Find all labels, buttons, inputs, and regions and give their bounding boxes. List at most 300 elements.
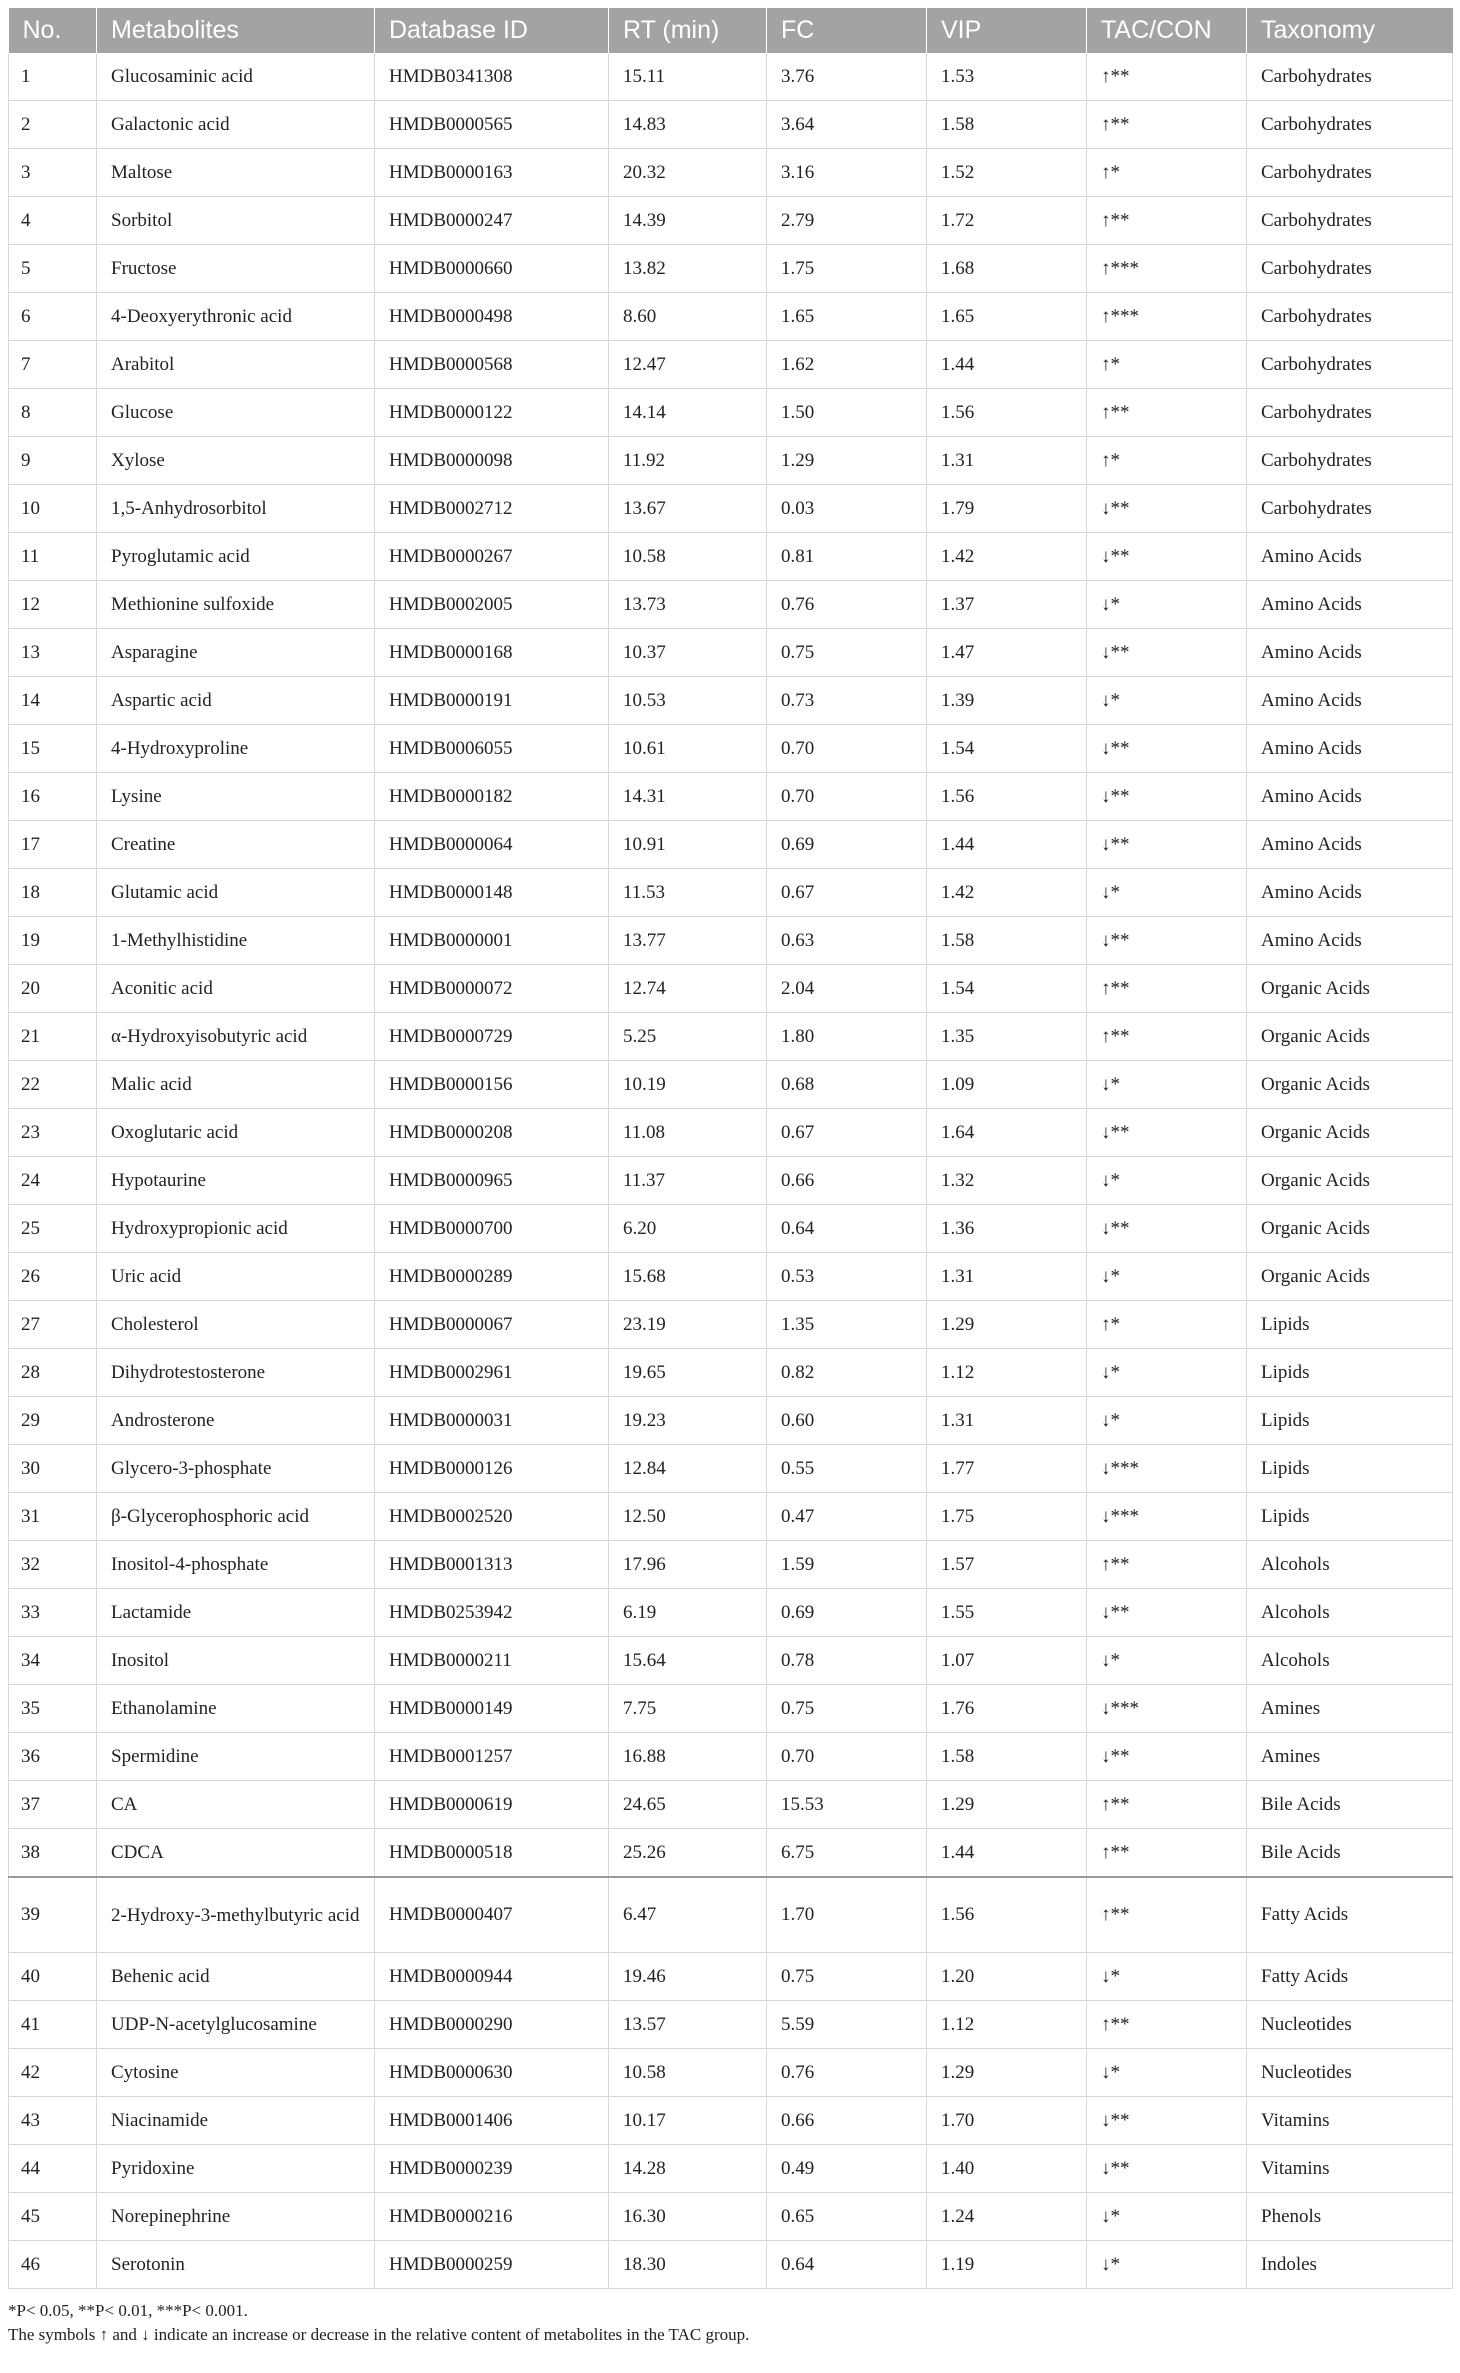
cell-no: 39: [9, 1877, 97, 1953]
table-row: [9, 1157, 1453, 1205]
cell-taxonomy: Amino Acids: [1247, 533, 1453, 581]
cell-taxonomy: Bile Acids: [1247, 1829, 1453, 1878]
cell-rt: 10.19: [609, 1061, 767, 1109]
cell-tac-con: ↓**: [1087, 917, 1247, 965]
cell-metabolite: 4-Hydroxyproline: [97, 725, 375, 773]
cell-tac-con: ↑*: [1087, 149, 1247, 197]
cell-tac-con: ↓*: [1087, 2049, 1247, 2097]
cell-vip: 1.65: [927, 293, 1087, 341]
table-row: [9, 2001, 1453, 2049]
cell-vip: 1.09: [927, 1061, 1087, 1109]
cell-no: 14: [9, 677, 97, 725]
table-row: [9, 2049, 1453, 2097]
cell-vip: 1.75: [927, 1493, 1087, 1541]
cell-metabolite: Behenic acid: [97, 1953, 375, 2001]
cell-database-id: HMDB0000498: [375, 293, 609, 341]
cell-fc: 0.78: [767, 1637, 927, 1685]
cell-taxonomy: Amino Acids: [1247, 917, 1453, 965]
cell-fc: 0.67: [767, 869, 927, 917]
cell-database-id: HMDB0001313: [375, 1541, 609, 1589]
cell-tac-con: ↓***: [1087, 1685, 1247, 1733]
cell-tac-con: ↓*: [1087, 1253, 1247, 1301]
cell-rt: 11.37: [609, 1157, 767, 1205]
cell-no: 21: [9, 1013, 97, 1061]
cell-no: 43: [9, 2097, 97, 2145]
table-row: [9, 869, 1453, 917]
cell-rt: 10.58: [609, 2049, 767, 2097]
cell-metabolite: Glucose: [97, 389, 375, 437]
cell-metabolite: Glutamic acid: [97, 869, 375, 917]
cell-database-id: HMDB0000944: [375, 1953, 609, 2001]
table-row: [9, 1829, 1453, 1878]
cell-metabolite: Fructose: [97, 245, 375, 293]
cell-vip: 1.55: [927, 1589, 1087, 1637]
table-container: [8, 8, 1452, 2347]
table-row: [9, 1397, 1453, 1445]
cell-database-id: HMDB0000660: [375, 245, 609, 293]
cell-database-id: HMDB0000064: [375, 821, 609, 869]
cell-tac-con: ↑**: [1087, 101, 1247, 149]
cell-fc: 0.75: [767, 629, 927, 677]
cell-metabolite: Uric acid: [97, 1253, 375, 1301]
cell-metabolite: 1,5-Anhydrosorbitol: [97, 485, 375, 533]
cell-fc: 0.65: [767, 2193, 927, 2241]
cell-no: 20: [9, 965, 97, 1013]
cell-database-id: HMDB0001257: [375, 1733, 609, 1781]
cell-fc: 0.64: [767, 2241, 927, 2289]
cell-tac-con: ↓***: [1087, 1493, 1247, 1541]
cell-no: 8: [9, 389, 97, 437]
cell-no: 16: [9, 773, 97, 821]
cell-metabolite: Oxoglutaric acid: [97, 1109, 375, 1157]
cell-rt: 14.39: [609, 197, 767, 245]
cell-vip: 1.42: [927, 869, 1087, 917]
cell-tac-con: ↑**: [1087, 2001, 1247, 2049]
cell-tac-con: ↓**: [1087, 2145, 1247, 2193]
cell-no: 40: [9, 1953, 97, 2001]
cell-no: 28: [9, 1349, 97, 1397]
table-row: [9, 197, 1453, 245]
cell-no: 31: [9, 1493, 97, 1541]
cell-tac-con: ↓*: [1087, 1953, 1247, 2001]
cell-rt: 6.19: [609, 1589, 767, 1637]
header-tac-con: TAC/CON: [1087, 8, 1247, 53]
cell-tac-con: ↓*: [1087, 677, 1247, 725]
cell-taxonomy: Lipids: [1247, 1493, 1453, 1541]
cell-fc: 2.79: [767, 197, 927, 245]
cell-vip: 1.52: [927, 149, 1087, 197]
cell-metabolite: Aspartic acid: [97, 677, 375, 725]
cell-rt: 7.75: [609, 1685, 767, 1733]
cell-no: 18: [9, 869, 97, 917]
cell-rt: 19.46: [609, 1953, 767, 2001]
cell-vip: 1.70: [927, 2097, 1087, 2145]
cell-metabolite: Galactonic acid: [97, 101, 375, 149]
cell-taxonomy: Amines: [1247, 1685, 1453, 1733]
cell-vip: 1.56: [927, 773, 1087, 821]
cell-vip: 1.40: [927, 2145, 1087, 2193]
cell-rt: 15.11: [609, 53, 767, 101]
cell-tac-con: ↓*: [1087, 1061, 1247, 1109]
cell-fc: 0.69: [767, 821, 927, 869]
cell-database-id: HMDB0000149: [375, 1685, 609, 1733]
cell-taxonomy: Amines: [1247, 1733, 1453, 1781]
table-footnotes: [8, 2299, 1452, 2347]
table-row: [9, 293, 1453, 341]
cell-metabolite: Pyridoxine: [97, 2145, 375, 2193]
cell-database-id: HMDB0000072: [375, 965, 609, 1013]
cell-fc: 1.62: [767, 341, 927, 389]
cell-taxonomy: Carbohydrates: [1247, 437, 1453, 485]
table-row: [9, 1877, 1453, 1953]
cell-fc: 0.70: [767, 773, 927, 821]
cell-no: 9: [9, 437, 97, 485]
cell-fc: 0.55: [767, 1445, 927, 1493]
cell-database-id: HMDB0341308: [375, 53, 609, 101]
cell-taxonomy: Lipids: [1247, 1445, 1453, 1493]
cell-taxonomy: Organic Acids: [1247, 1157, 1453, 1205]
cell-rt: 11.08: [609, 1109, 767, 1157]
cell-rt: 16.30: [609, 2193, 767, 2241]
cell-vip: 1.31: [927, 437, 1087, 485]
cell-no: 36: [9, 1733, 97, 1781]
cell-database-id: HMDB0000191: [375, 677, 609, 725]
table-row: [9, 1781, 1453, 1829]
cell-rt: 19.23: [609, 1397, 767, 1445]
cell-taxonomy: Nucleotides: [1247, 2049, 1453, 2097]
cell-metabolite: α-Hydroxyisobutyric acid: [97, 1013, 375, 1061]
cell-fc: 1.29: [767, 437, 927, 485]
cell-database-id: HMDB0253942: [375, 1589, 609, 1637]
cell-vip: 1.54: [927, 725, 1087, 773]
cell-metabolite: Pyroglutamic acid: [97, 533, 375, 581]
cell-metabolite: Aconitic acid: [97, 965, 375, 1013]
table-row: [9, 917, 1453, 965]
cell-database-id: HMDB0000247: [375, 197, 609, 245]
cell-vip: 1.37: [927, 581, 1087, 629]
cell-no: 13: [9, 629, 97, 677]
cell-fc: 6.75: [767, 1829, 927, 1878]
cell-taxonomy: Organic Acids: [1247, 965, 1453, 1013]
cell-tac-con: ↑*: [1087, 341, 1247, 389]
cell-taxonomy: Carbohydrates: [1247, 245, 1453, 293]
cell-tac-con: ↓*: [1087, 1157, 1247, 1205]
cell-taxonomy: Organic Acids: [1247, 1109, 1453, 1157]
cell-no: 30: [9, 1445, 97, 1493]
header-taxonomy: Taxonomy: [1247, 8, 1453, 53]
cell-rt: 5.25: [609, 1013, 767, 1061]
cell-taxonomy: Organic Acids: [1247, 1253, 1453, 1301]
cell-rt: 10.17: [609, 2097, 767, 2145]
cell-fc: 0.64: [767, 1205, 927, 1253]
cell-taxonomy: Carbohydrates: [1247, 341, 1453, 389]
cell-rt: 18.30: [609, 2241, 767, 2289]
cell-no: 45: [9, 2193, 97, 2241]
cell-metabolite: Lysine: [97, 773, 375, 821]
cell-rt: 17.96: [609, 1541, 767, 1589]
cell-fc: 0.81: [767, 533, 927, 581]
cell-no: 10: [9, 485, 97, 533]
header-rt: RT (min): [609, 8, 767, 53]
cell-vip: 1.79: [927, 485, 1087, 533]
cell-tac-con: ↑***: [1087, 293, 1247, 341]
cell-no: 11: [9, 533, 97, 581]
cell-vip: 1.77: [927, 1445, 1087, 1493]
cell-rt: 14.31: [609, 773, 767, 821]
cell-metabolite: Hydroxypropionic acid: [97, 1205, 375, 1253]
cell-metabolite: Ethanolamine: [97, 1685, 375, 1733]
cell-database-id: HMDB0000239: [375, 2145, 609, 2193]
table-row: [9, 629, 1453, 677]
table-row: [9, 2145, 1453, 2193]
cell-tac-con: ↓*: [1087, 1397, 1247, 1445]
cell-vip: 1.44: [927, 341, 1087, 389]
cell-fc: 1.70: [767, 1877, 927, 1953]
cell-database-id: HMDB0000182: [375, 773, 609, 821]
cell-taxonomy: Carbohydrates: [1247, 485, 1453, 533]
table-row: [9, 1253, 1453, 1301]
cell-taxonomy: Fatty Acids: [1247, 1953, 1453, 2001]
cell-fc: 0.47: [767, 1493, 927, 1541]
cell-tac-con: ↓**: [1087, 533, 1247, 581]
cell-no: 46: [9, 2241, 97, 2289]
cell-metabolite: Sorbitol: [97, 197, 375, 245]
cell-taxonomy: Alcohols: [1247, 1637, 1453, 1685]
cell-vip: 1.42: [927, 533, 1087, 581]
cell-fc: 0.53: [767, 1253, 927, 1301]
cell-taxonomy: Amino Acids: [1247, 869, 1453, 917]
cell-metabolite: Dihydrotestosterone: [97, 1349, 375, 1397]
cell-tac-con: ↓**: [1087, 725, 1247, 773]
cell-metabolite: Glycero-3-phosphate: [97, 1445, 375, 1493]
cell-vip: 1.07: [927, 1637, 1087, 1685]
cell-rt: 10.91: [609, 821, 767, 869]
cell-database-id: HMDB0000168: [375, 629, 609, 677]
cell-fc: 0.03: [767, 485, 927, 533]
cell-database-id: HMDB0000965: [375, 1157, 609, 1205]
cell-rt: 19.65: [609, 1349, 767, 1397]
cell-rt: 15.68: [609, 1253, 767, 1301]
cell-taxonomy: Lipids: [1247, 1301, 1453, 1349]
cell-metabolite: 4-Deoxyerythronic acid: [97, 293, 375, 341]
cell-tac-con: ↓**: [1087, 1205, 1247, 1253]
cell-no: 19: [9, 917, 97, 965]
cell-no: 4: [9, 197, 97, 245]
cell-tac-con: ↓*: [1087, 1349, 1247, 1397]
cell-rt: 6.20: [609, 1205, 767, 1253]
cell-no: 7: [9, 341, 97, 389]
cell-vip: 1.56: [927, 389, 1087, 437]
cell-fc: 0.66: [767, 2097, 927, 2145]
cell-vip: 1.72: [927, 197, 1087, 245]
cell-database-id: HMDB0000001: [375, 917, 609, 965]
table-row: [9, 1953, 1453, 2001]
cell-metabolite: Inositol: [97, 1637, 375, 1685]
cell-tac-con: ↓**: [1087, 821, 1247, 869]
table-row: [9, 2097, 1453, 2145]
cell-taxonomy: Carbohydrates: [1247, 293, 1453, 341]
cell-rt: 12.74: [609, 965, 767, 1013]
cell-vip: 1.44: [927, 821, 1087, 869]
cell-database-id: HMDB0000619: [375, 1781, 609, 1829]
cell-tac-con: ↑**: [1087, 1877, 1247, 1953]
cell-no: 34: [9, 1637, 97, 1685]
cell-metabolite: Glucosaminic acid: [97, 53, 375, 101]
table-row: [9, 1445, 1453, 1493]
cell-vip: 1.76: [927, 1685, 1087, 1733]
cell-metabolite: Hypotaurine: [97, 1157, 375, 1205]
cell-database-id: HMDB0000156: [375, 1061, 609, 1109]
cell-database-id: HMDB0006055: [375, 725, 609, 773]
cell-vip: 1.35: [927, 1013, 1087, 1061]
cell-rt: 16.88: [609, 1733, 767, 1781]
cell-taxonomy: Lipids: [1247, 1349, 1453, 1397]
cell-fc: 0.66: [767, 1157, 927, 1205]
cell-metabolite: Spermidine: [97, 1733, 375, 1781]
cell-tac-con: ↓**: [1087, 1733, 1247, 1781]
cell-tac-con: ↑**: [1087, 1781, 1247, 1829]
cell-rt: 12.84: [609, 1445, 767, 1493]
cell-database-id: HMDB0002961: [375, 1349, 609, 1397]
table-row: [9, 2241, 1453, 2289]
cell-fc: 1.80: [767, 1013, 927, 1061]
cell-tac-con: ↑**: [1087, 1013, 1247, 1061]
cell-vip: 1.58: [927, 917, 1087, 965]
cell-rt: 11.53: [609, 869, 767, 917]
cell-fc: 1.50: [767, 389, 927, 437]
cell-no: 23: [9, 1109, 97, 1157]
cell-taxonomy: Organic Acids: [1247, 1013, 1453, 1061]
cell-vip: 1.56: [927, 1877, 1087, 1953]
cell-no: 6: [9, 293, 97, 341]
cell-no: 12: [9, 581, 97, 629]
cell-vip: 1.20: [927, 1953, 1087, 2001]
table-row: [9, 533, 1453, 581]
cell-no: 32: [9, 1541, 97, 1589]
cell-database-id: HMDB0000289: [375, 1253, 609, 1301]
cell-vip: 1.24: [927, 2193, 1087, 2241]
cell-no: 27: [9, 1301, 97, 1349]
cell-fc: 0.60: [767, 1397, 927, 1445]
cell-fc: 1.65: [767, 293, 927, 341]
cell-rt: 12.47: [609, 341, 767, 389]
cell-fc: 1.75: [767, 245, 927, 293]
table-row: [9, 1541, 1453, 1589]
cell-tac-con: ↓**: [1087, 1589, 1247, 1637]
cell-tac-con: ↓*: [1087, 581, 1247, 629]
cell-database-id: HMDB0000148: [375, 869, 609, 917]
table-row: [9, 1109, 1453, 1157]
table-row: [9, 245, 1453, 293]
cell-taxonomy: Carbohydrates: [1247, 149, 1453, 197]
cell-rt: 25.26: [609, 1829, 767, 1878]
cell-taxonomy: Amino Acids: [1247, 581, 1453, 629]
cell-metabolite: CDCA: [97, 1829, 375, 1878]
cell-rt: 23.19: [609, 1301, 767, 1349]
cell-metabolite: Androsterone: [97, 1397, 375, 1445]
cell-rt: 13.57: [609, 2001, 767, 2049]
cell-tac-con: ↓**: [1087, 2097, 1247, 2145]
cell-fc: 0.63: [767, 917, 927, 965]
cell-rt: 8.60: [609, 293, 767, 341]
cell-metabolite: Serotonin: [97, 2241, 375, 2289]
cell-fc: 3.76: [767, 53, 927, 101]
cell-database-id: HMDB0000630: [375, 2049, 609, 2097]
header-database-id: Database ID: [375, 8, 609, 53]
header-metabolites: Metabolites: [97, 8, 375, 53]
table-body: [9, 53, 1453, 2289]
cell-no: 3: [9, 149, 97, 197]
cell-database-id: HMDB0000067: [375, 1301, 609, 1349]
cell-database-id: HMDB0000565: [375, 101, 609, 149]
table-row: [9, 1301, 1453, 1349]
table-row: [9, 2193, 1453, 2241]
table-row: [9, 677, 1453, 725]
cell-database-id: HMDB0000290: [375, 2001, 609, 2049]
cell-database-id: HMDB0000126: [375, 1445, 609, 1493]
table-row: [9, 101, 1453, 149]
cell-database-id: HMDB0000208: [375, 1109, 609, 1157]
cell-rt: 11.92: [609, 437, 767, 485]
table-row: [9, 1061, 1453, 1109]
cell-vip: 1.54: [927, 965, 1087, 1013]
cell-fc: 0.49: [767, 2145, 927, 2193]
cell-metabolite: Cholesterol: [97, 1301, 375, 1349]
cell-tac-con: ↑**: [1087, 53, 1247, 101]
cell-fc: 5.59: [767, 2001, 927, 2049]
table-row: [9, 1637, 1453, 1685]
cell-fc: 0.70: [767, 725, 927, 773]
cell-database-id: HMDB0000122: [375, 389, 609, 437]
cell-taxonomy: Alcohols: [1247, 1589, 1453, 1637]
table-row: [9, 1685, 1453, 1733]
cell-database-id: HMDB0000211: [375, 1637, 609, 1685]
cell-vip: 1.31: [927, 1253, 1087, 1301]
table-row: [9, 725, 1453, 773]
cell-rt: 10.53: [609, 677, 767, 725]
cell-fc: 0.69: [767, 1589, 927, 1637]
table-row: [9, 1589, 1453, 1637]
cell-fc: 0.82: [767, 1349, 927, 1397]
cell-tac-con: ↑**: [1087, 1829, 1247, 1878]
cell-tac-con: ↓**: [1087, 629, 1247, 677]
cell-database-id: HMDB0000216: [375, 2193, 609, 2241]
table-row: [9, 821, 1453, 869]
cell-no: 33: [9, 1589, 97, 1637]
cell-no: 29: [9, 1397, 97, 1445]
cell-tac-con: ↓***: [1087, 1445, 1247, 1493]
cell-fc: 3.64: [767, 101, 927, 149]
cell-fc: 0.73: [767, 677, 927, 725]
cell-taxonomy: Amino Acids: [1247, 725, 1453, 773]
cell-rt: 14.14: [609, 389, 767, 437]
table-row: [9, 485, 1453, 533]
cell-no: 1: [9, 53, 97, 101]
cell-database-id: HMDB0002520: [375, 1493, 609, 1541]
cell-metabolite: β-Glycerophosphoric acid: [97, 1493, 375, 1541]
footnote-significance: *P< 0.05, **P< 0.01, ***P< 0.001.: [8, 2301, 248, 2320]
cell-tac-con: ↓**: [1087, 773, 1247, 821]
footnote-symbols: The symbols ↑ and ↓ indicate an increase or decrease in the relative content of metabolites in the TAC group.: [8, 2325, 750, 2344]
cell-taxonomy: Carbohydrates: [1247, 53, 1453, 101]
cell-vip: 1.39: [927, 677, 1087, 725]
table-row: [9, 965, 1453, 1013]
cell-no: 37: [9, 1781, 97, 1829]
cell-taxonomy: Nucleotides: [1247, 2001, 1453, 2049]
cell-vip: 1.19: [927, 2241, 1087, 2289]
cell-tac-con: ↑**: [1087, 1541, 1247, 1589]
cell-vip: 1.12: [927, 2001, 1087, 2049]
